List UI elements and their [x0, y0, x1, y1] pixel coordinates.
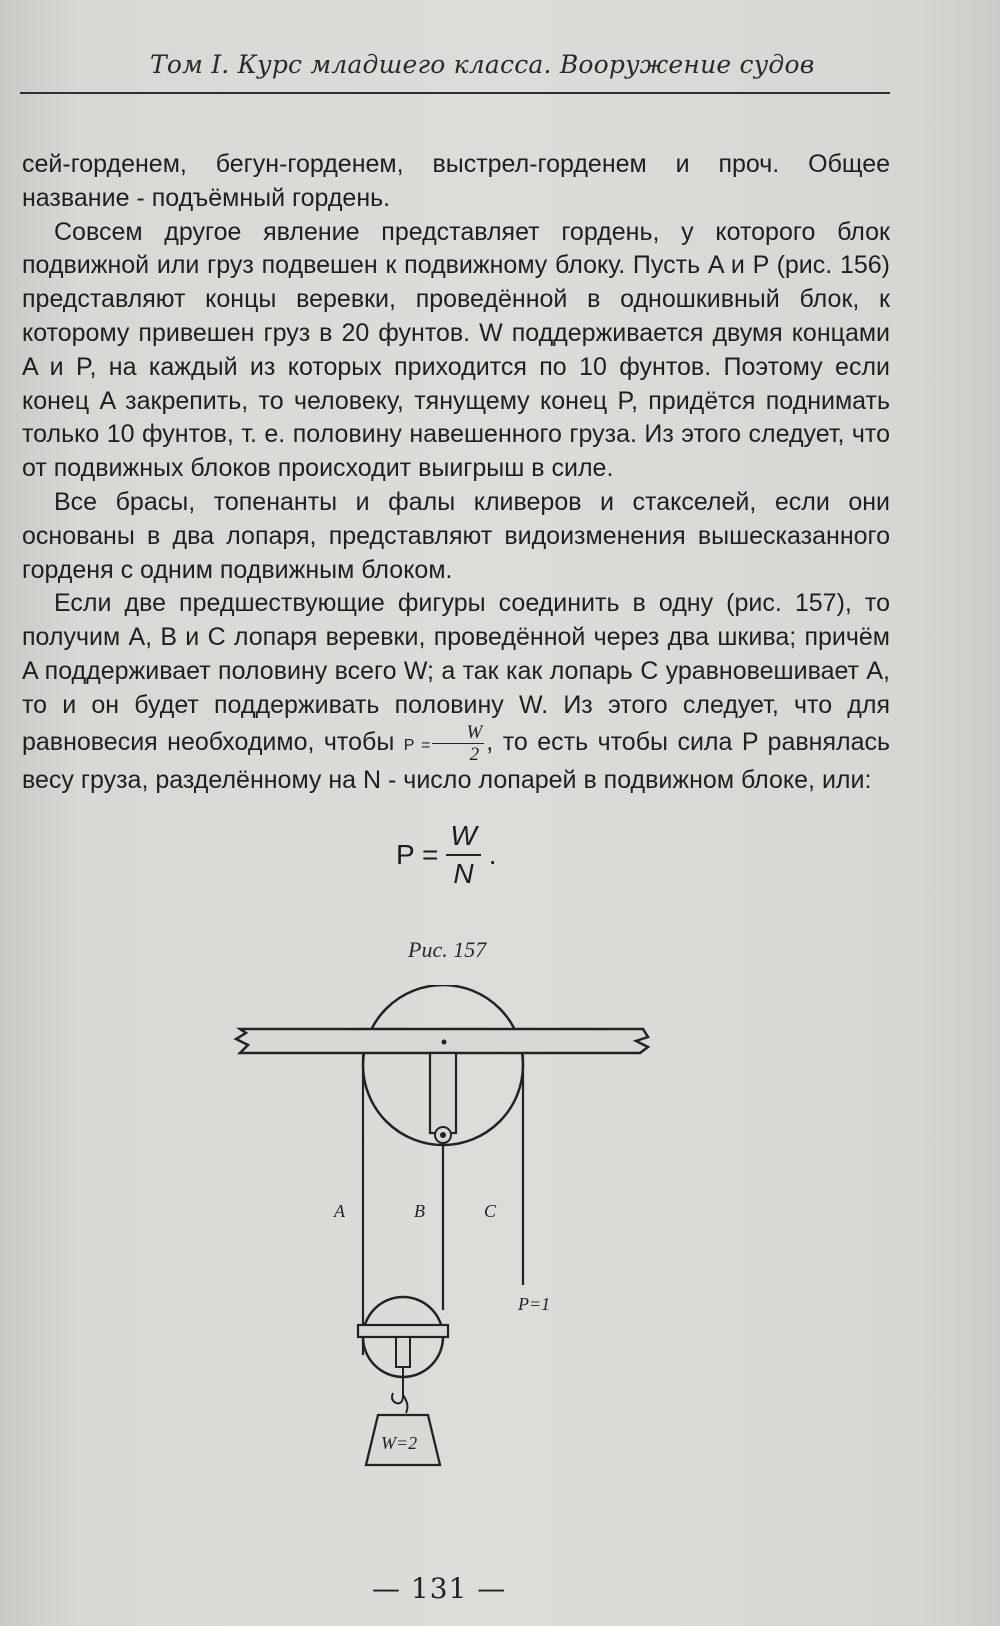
- figure-caption: Рис. 157: [408, 937, 487, 962]
- label-weight: W=2: [381, 1433, 418, 1453]
- movable-block-stem: [396, 1337, 410, 1367]
- paragraph-4-part-1: Если две предшествующие фигуры соединить в одну (рис. 157), то получим A, B и C лопаря веревки, проведённой через два шкива; причём A поддерживает половину всего W; а так как лопарь C уравновешивает A, то и он будет поддерживать половину W. Из этого следует, что для равновесия необходимо, чтобы: [22, 589, 890, 756]
- inline-formula-lhs: P =: [403, 736, 431, 754]
- paragraph-4-part-2: , то есть чтобы сила P равнялась весу груза, разделённому на N - число лопарей в подвижном блоке, или:: [22, 727, 891, 794]
- inline-fraction-numerator: W: [432, 723, 484, 744]
- label-rope-b: B: [414, 1201, 425, 1221]
- label-pull-force: P=1: [518, 1294, 551, 1314]
- body-text: [22, 148, 890, 797]
- hook: [392, 1367, 407, 1413]
- beam-pivot: [442, 1040, 447, 1045]
- label-rope-c: C: [484, 1201, 497, 1221]
- paragraph-2: Совсем другое явление представляет гордень, у которого блок подвижной или груз подвешен к подвижному блоку. Пусть A и P (рис. 156) представляют концы веревки, проведённой в одношкивный блок, к которому привешен груз в 20 фунтов. W поддерживается двумя концами A и P, на каждый из которых приходится по 10 фунтов. Поэтому если конец A закрепить, то человеку, тянущему конец P, придётся поднимать только 10 фунтов, т. е. половину навешенного груза. Из этого следует, что от подвижных блоков происходит выигрыш в силе.: [22, 217, 890, 483]
- formula-trailing: .: [488, 839, 497, 870]
- running-header: Том I. Курс младшего класса. Вооружение судов: [150, 50, 815, 79]
- formula-fraction: [446, 820, 480, 890]
- display-formula: [396, 820, 497, 890]
- paragraph-3: Все брасы, топенанты и фалы кливеров и стакселей, если они основаны в два лопаря, представляют видоизменения вышесказанного горденя с одним подвижным блоком.: [22, 487, 890, 584]
- pulley-hanger: [430, 1053, 456, 1133]
- movable-block-bar: [358, 1325, 448, 1337]
- paragraph-4: [22, 587, 890, 797]
- paragraph-1: сей-горденем, бегун-горденем, выстрел-горденем и проч. Общее название - подъёмный гордень.: [22, 150, 890, 212]
- formula-denominator: N: [453, 858, 474, 889]
- inline-fraction: [432, 723, 484, 764]
- label-rope-a: A: [334, 1201, 345, 1221]
- header-rule: [20, 92, 890, 94]
- page-number: — 131 —: [372, 1572, 507, 1605]
- pulley-diagram: [228, 985, 678, 1505]
- formula-numerator: W: [446, 820, 480, 856]
- inline-fraction-denominator: 2: [469, 743, 480, 765]
- formula-lhs: P =: [396, 839, 439, 870]
